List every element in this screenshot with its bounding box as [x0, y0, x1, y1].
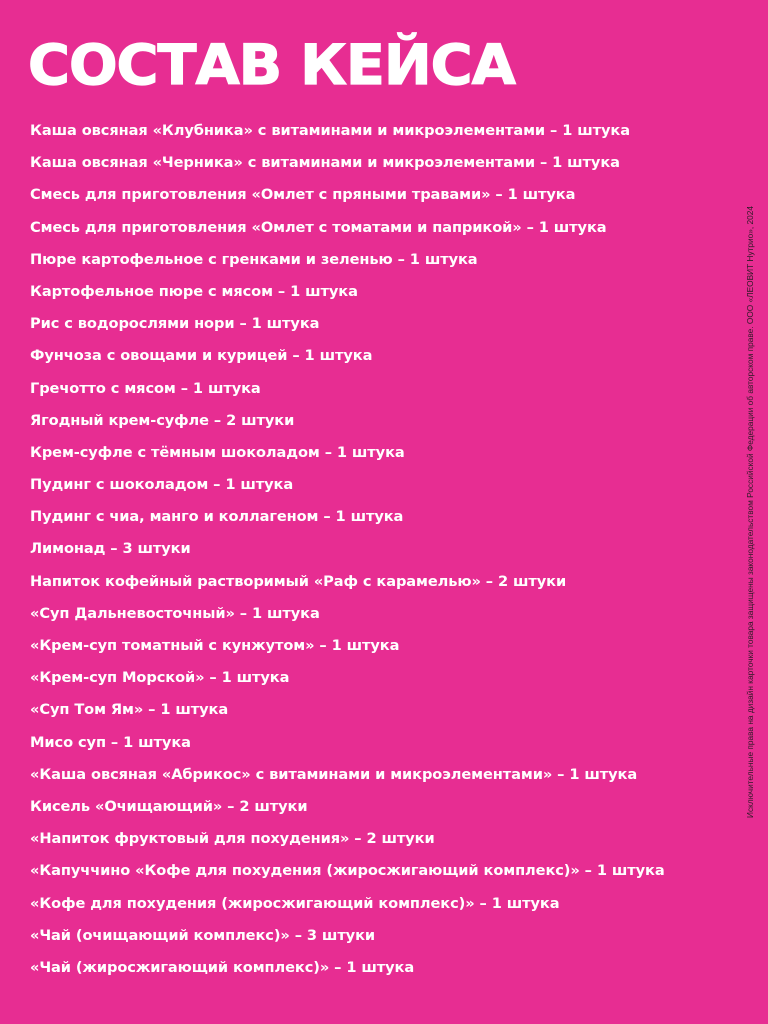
- list-item: «Крем-суп Морской» – 1 штука: [30, 669, 290, 687]
- list-item: «Крем-суп томатный с кунжутом» – 1 штука: [30, 637, 400, 654]
- list-item: Смесь для приготовления «Омлет с пряными травами» – 1 штука: [30, 186, 576, 204]
- list-item: Ягодный крем-суфле – 2 штуки: [30, 411, 295, 429]
- list-item: «Каша овсяная «Абрикос» с витаминами и микроэлементами» – 1 штука: [30, 765, 638, 783]
- list-item: Пудинг с чиа, манго и коллагеном – 1 штука: [30, 508, 404, 526]
- list-item: «Суп Том Ям» – 1 штука: [30, 701, 229, 719]
- list-item: Гречотто с мясом – 1 штука: [30, 379, 261, 397]
- case-contents-list: [30, 118, 730, 987]
- list-item: Пюре картофельное с гренками и зеленью – 1 штука: [30, 250, 478, 268]
- list-item: «Чай (жиросжигающий комплекс)» – 1 штука: [30, 958, 415, 976]
- list-item: «Кофе для похудения (жиросжигающий комплекс)» – 1 штука: [30, 894, 560, 912]
- list-item: «Напиток фруктовый для похудения» – 2 штуки: [30, 830, 435, 848]
- list-item: «Суп Дальневосточный» – 1 штука: [30, 604, 320, 622]
- list-item: Смесь для приготовления «Омлет с томатами и паприкой» – 1 штука: [30, 218, 607, 236]
- copyright-notice: Исключительные права на дизайн карточки товара защищены законодательством Российской Федерации об авторском праве. ООО «ЛЕОВИТ Нутрио», 2024: [745, 206, 755, 818]
- list-item: Лимонад – 3 штуки: [30, 540, 191, 558]
- list-item: Рис с водорослями нори – 1 штука: [30, 315, 320, 333]
- list-item: Каша овсяная «Клубника» с витаминами и микроэлементами – 1 штука: [30, 122, 630, 139]
- list-item: Крем-суфле с тёмным шоколадом – 1 штука: [30, 443, 405, 461]
- list-item: Напиток кофейный растворимый «Раф с карамелью» – 2 штуки: [30, 572, 567, 590]
- list-item: «Капуччино «Кофе для похудения (жиросжигающий комплекс)» – 1 штука: [30, 862, 665, 880]
- list-item: Каша овсяная «Черника» с витаминами и микроэлементами – 1 штука: [30, 154, 620, 172]
- list-item: Фунчоза с овощами и курицей – 1 штука: [30, 347, 373, 365]
- list-item: «Чай (очищающий комплекс)» – 3 штуки: [30, 926, 376, 944]
- list-item: Картофельное пюре с мясом – 1 штука: [30, 282, 358, 300]
- list-item: Пудинг с шоколадом – 1 штука: [30, 476, 294, 494]
- list-item: Мисо суп – 1 штука: [30, 733, 191, 751]
- list-item: Кисель «Очищающий» – 2 штуки: [30, 797, 308, 815]
- page-title: СОСТАВ КЕЙСА: [28, 33, 515, 97]
